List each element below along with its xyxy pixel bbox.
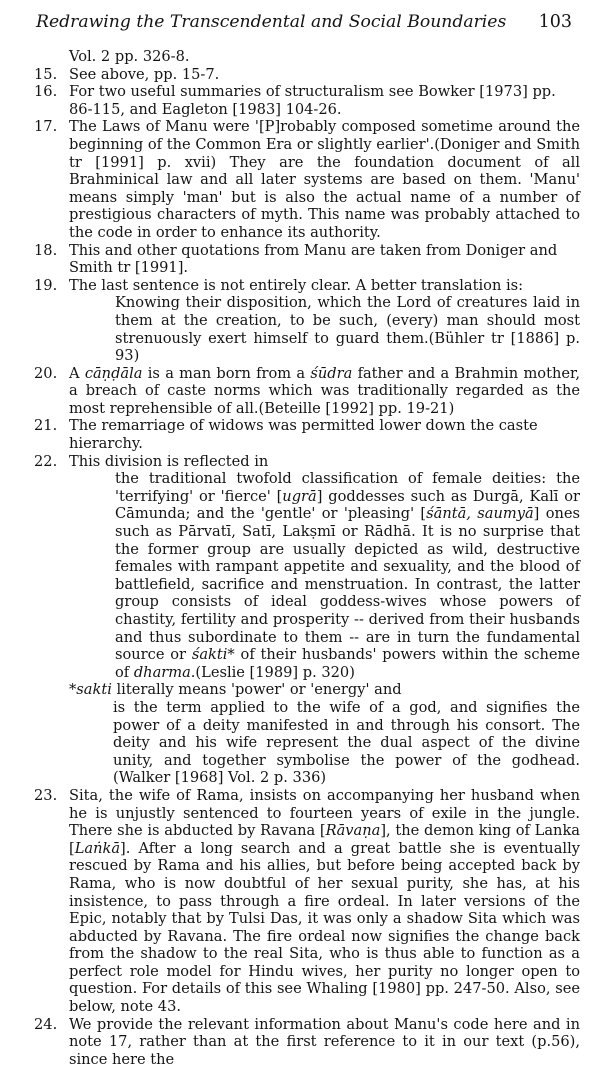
note-number: 23. [34, 786, 58, 804]
note-19 [34, 277, 580, 365]
note-15 [34, 66, 580, 84]
note-20 [34, 365, 580, 418]
term-ugra: ugrā [282, 487, 317, 505]
note-18 [34, 242, 580, 277]
quote-text: of their husbands' powers within the scheme of [115, 646, 580, 681]
note-text: ], the demon king of Lanka [ [69, 822, 580, 857]
term-lanka: Laṅkā [74, 839, 121, 857]
note-text: Sita, the wife of Rama, insists on accompanying her husband when he is unjustly sentenced to fourteen years of exile in the jungle. There she is abducted by Ravana [ [69, 786, 580, 840]
footnote-quote: is the term applied to the wife of a god, and signifies the power of a deity manifested in and through his consort. The deity and his wife represent the dual aspect of the divine unity, and together symbolise the power of the godhead.(Walker [1968] Vol. 2 p. 336) [113, 698, 580, 787]
note-text: A [69, 364, 85, 382]
term-dharma: dharma [133, 663, 191, 681]
note-continuation: Vol. 2 pp. 326-8. [69, 48, 190, 65]
quote-text: ] ones such as Pārvatī, Satī, Lakṣmī or Rādhā. It is no surprise that the former group are usually depicted as wild, destructive females with rampant appetite and sexuality, and the blood of battlefield, sacrifice and menstruation. In contrast, the latter group consists of ideal goddess-wives whose powers of chastity, fertility and prosperity -- derived from their husbands and thus subordinate to them -- are in turn the fundamental source or [115, 505, 580, 664]
page-number: 103 [538, 12, 572, 32]
term-santa: śāntā, saumyā [426, 505, 534, 523]
block-quote [69, 470, 580, 681]
running-head [36, 12, 572, 40]
note-text: The last sentence is not entirely clear. A better translation is: [69, 276, 524, 294]
footnote-text: literally means 'power' or 'energy' and [111, 681, 402, 699]
note-text: See above, pp. 15-7. [69, 65, 220, 83]
running-title: Redrawing the Transcendental and Social Boundaries [36, 12, 507, 32]
note-number: 18. [34, 241, 58, 259]
term-sudra: śūdra [310, 364, 353, 382]
note-number: 21. [34, 417, 58, 435]
term-sakti-footnote: *sakti [69, 681, 112, 699]
endnotes [34, 48, 580, 1068]
term-candala: cāṇḍāla [84, 364, 143, 382]
note-text: father and a Brahmin mother, a breach of caste norms which was traditionally regarded as the most reprehensible of all.(Beteille [1992] pp. 19-21) [69, 364, 580, 417]
note-text: This and other quotations from Manu are taken from Doniger and Smith tr [1991]. [69, 241, 558, 277]
note-number: 19. [34, 276, 58, 294]
note-23 [34, 787, 580, 1016]
note-text: We provide the relevant information about Manu's code here and in note 17, rather than at the first reference to it in our text (p.56), since here the [69, 1015, 580, 1068]
quote-text: .(Leslie [1989] p. 320) [190, 663, 355, 681]
note-text: The Laws of Manu were '[P]robably composed sometime around the beginning of the Common Era or slightly earlier'.(Doniger and Smith tr [1991] p. xvii) They are the foundation document of all Brahminical law and all later systems are based on them. 'Manu' means simply 'man' but is also the actual name of a number of prestigious characters of myth. This name was probably attached to the code in order to enhance its authority. [69, 118, 580, 241]
note-number: 15. [34, 65, 58, 83]
note-number: 24. [34, 1015, 58, 1033]
asterisk-footnote [69, 681, 580, 699]
block-quote: Knowing their disposition, which the Lord of creatures laid in them at the creation, to be such, (every) man should most strenuously exert himself to guard them.(Bühler tr [1886] p. 93) [115, 294, 580, 365]
note-number: 22. [34, 452, 58, 470]
term-sakti: śakti* [191, 646, 235, 664]
note-24 [34, 1016, 580, 1068]
note-text: This division is reflected in [69, 452, 269, 470]
note-text: is a man born from a [142, 364, 311, 382]
note-text: The remarriage of widows was permitted lower down the caste hierarchy. [69, 417, 538, 453]
note-number: 17. [34, 118, 58, 136]
quote-text: ] goddesses such as Durgā, Kalī or Cāmunda; and the 'gentle' or 'pleasing' [ [115, 487, 580, 523]
note-number: 20. [34, 364, 58, 382]
note-22 [34, 453, 580, 787]
note-16 [34, 83, 580, 118]
note-number: 16. [34, 83, 58, 101]
term-ravana: Rāvaṇa [325, 822, 381, 840]
note-text: ]. After a long search and a great battle she is eventually rescued by Rama and his allies, but before being accepted back by Rama, who is now doubtful of her sexual purity, she has, at his insistence, to pass through a fire ordeal. In later versions of the Epic, notably that by Tulsi Das, it was only a shadow Sita which was abducted by Ravana. The fire ordeal now signifies the change back from the shadow to the real Sita, who is thus able to function as a perfect role model for Hindu wives, her purity no longer open to question. For details of this see Whaling [1980] pp. 247-50. Also, see below, note 43. [69, 839, 580, 1016]
quote-text: the traditional twofold classification of female deities: the 'terrifying' or 'fierce' [ [115, 470, 580, 505]
note-21 [34, 417, 580, 452]
note-17 [34, 118, 580, 241]
note-text: For two useful summaries of structuralism see Bowker [1973] pp. 86-115, and Eagleton [1983] 104-26. [69, 83, 556, 118]
